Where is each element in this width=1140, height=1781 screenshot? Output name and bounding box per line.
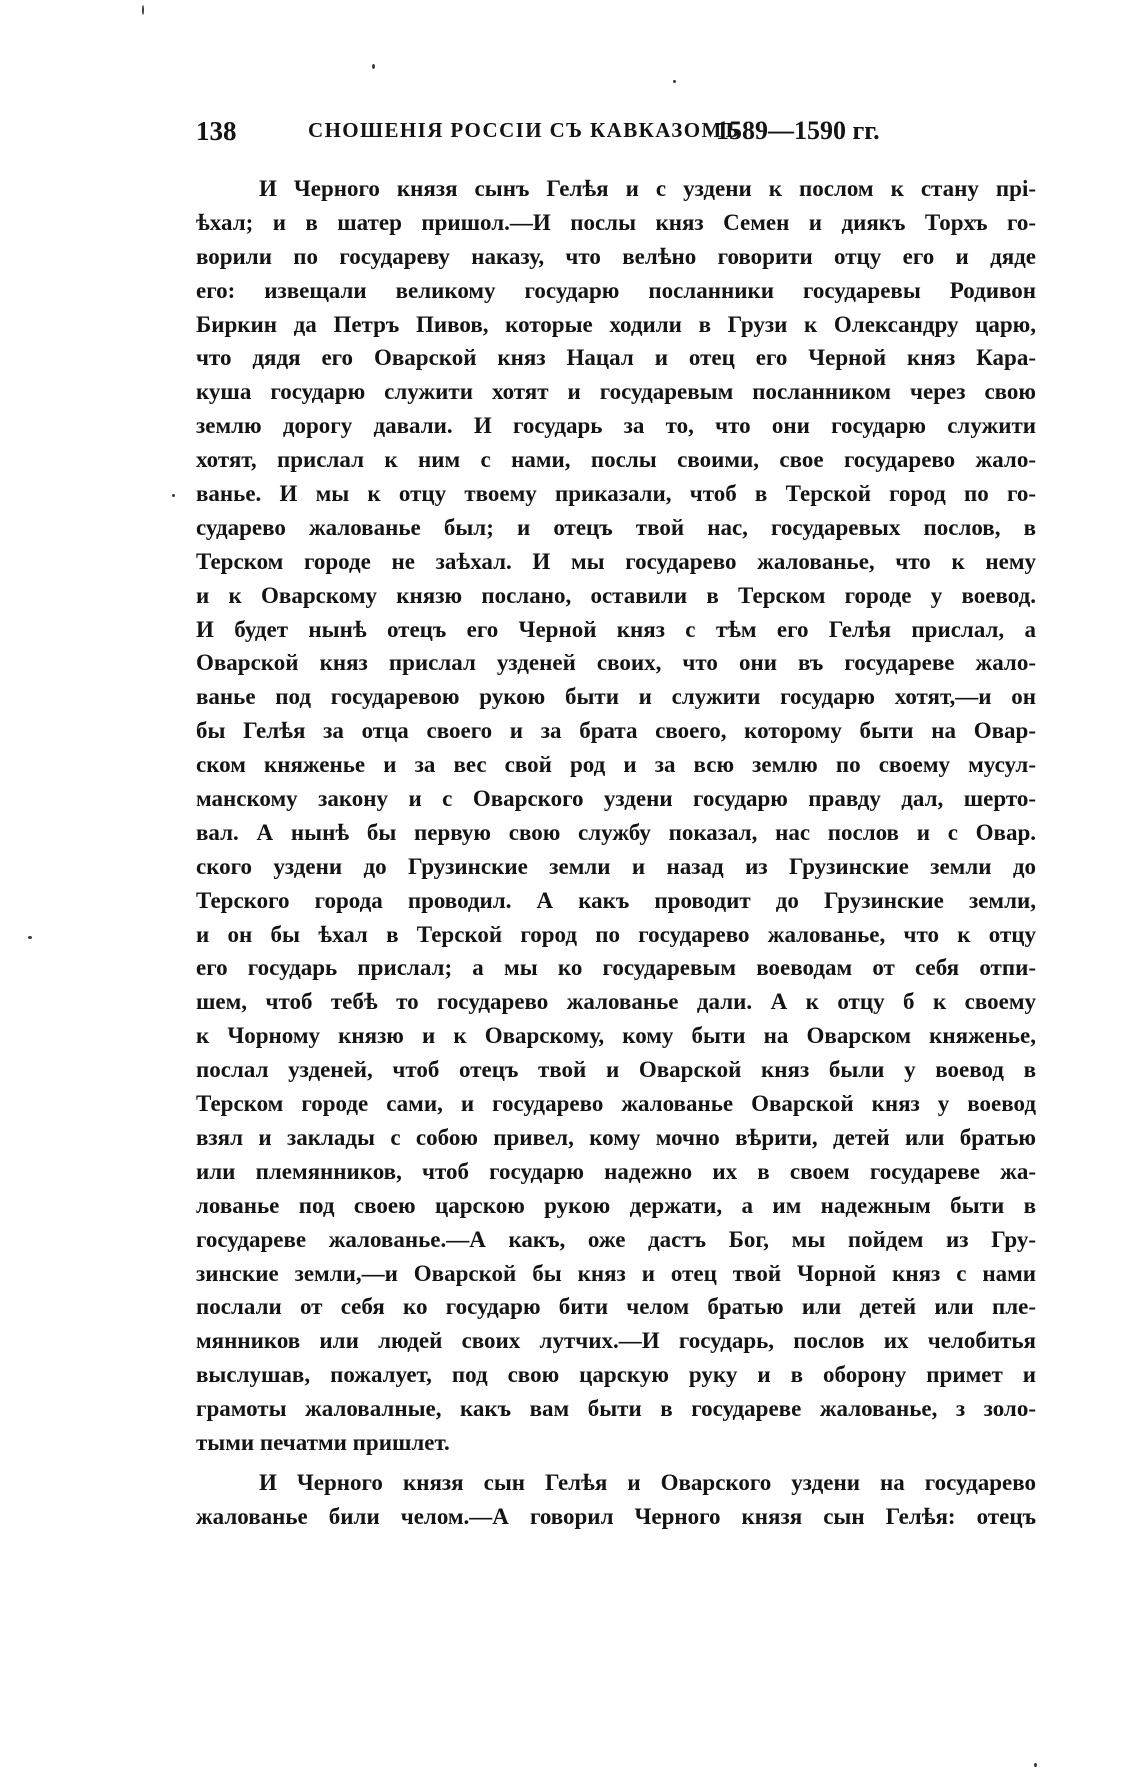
body-text: [196, 172, 1036, 1534]
paragraph: [196, 172, 1036, 1460]
scan-speck: [673, 80, 676, 83]
text-line: тыми печатми пришлет.: [196, 1429, 450, 1455]
text-line: манскому закону и с Оварского уздени государю правду дал, шерто-: [196, 786, 1036, 812]
text-line: что дядя его Оварской княз Нацал и отец его Черной княз Кара-: [196, 345, 1036, 371]
text-line: ѣхал; и в шатер пришол.—И послы княз Семен и диякъ Торхъ го-: [196, 209, 1036, 235]
text-line: землю дорогу давали. И государь за то, что они государю служити: [196, 413, 1036, 439]
text-line: ванье под государевою рукою быти и служити государю хотят,—и он: [196, 684, 1036, 710]
text-line: Биркин да Петръ Пивов, которые ходили в Грузи к Олександру царю,: [196, 311, 1036, 337]
text-line: Терском городе не заѣхал. И мы государево жалованье, что к нему: [196, 548, 1036, 574]
text-line: и к Оварскому князю послано, оставили в Терском городе у воевод.: [196, 582, 1036, 608]
text-line: шем, чтоб тебѣ то государево жалованье дали. А к отцу б к своему: [196, 989, 1036, 1015]
paragraph: [196, 1466, 1036, 1534]
scan-speck: [28, 936, 32, 939]
text-line: бы Гелѣя за отца своего и за брата своего, которому быти на Овар-: [196, 718, 1036, 744]
text-line: вал. А нынѣ бы первую свою службу показал, нас послов и с Овар.: [196, 819, 1036, 845]
text-line: мянников или людей своих лутчих.—И государь, послов их челобитья: [196, 1328, 1036, 1354]
running-years: 1589—1590 гг.: [716, 116, 880, 145]
text-line: ского уздени до Грузинские земли и назад из Грузинские земли до: [196, 853, 1036, 879]
text-line: И Черного князя сынъ Гелѣя и с уздени к послом к стану прі-: [259, 176, 1036, 201]
running-title: СНОШЕНІЯ РОССІИ СЪ КАВКАЗОМЪ: [308, 118, 741, 142]
running-head: [196, 112, 1036, 156]
text-line: жалованье били челом.—А говорил Черного князя сын Гелѣя: отецъ: [196, 1503, 1036, 1529]
text-line: И будет нынѣ отецъ его Черной княз с тѣм его Гелѣя прислал, а: [196, 616, 1036, 642]
text-line: зинские земли,—и Оварской бы княз и отец твой Чорной княз с нами: [196, 1260, 1036, 1286]
text-line: ском княженье и за вес свой род и за всю землю по своему мусул-: [196, 752, 1036, 778]
scan-speck: [1034, 1763, 1037, 1767]
text-line: ворили по государеву наказу, что велѣно говорити отцу его и дяде: [196, 243, 1036, 269]
scan-speck: [142, 5, 144, 15]
text-line: или племянников, чтоб государю надежно их в своем государеве жа-: [196, 1158, 1036, 1184]
text-line: Оварской княз прислал узденей своих, что они въ государеве жало-: [196, 650, 1036, 676]
text-line: И Черного князя сын Гелѣя и Оварского уздени на государево: [259, 1469, 1036, 1495]
text-line: хотят, прислал к ним с нами, послы своими, свое государево жало-: [196, 447, 1036, 473]
page-number: 138: [196, 116, 237, 146]
text-line: послали от себя ко государю бити челом братью или детей или пле-: [196, 1294, 1036, 1320]
text-line: ванье. И мы к отцу твоему приказали, чтоб в Терской город по го-: [196, 481, 1036, 507]
text-line: Терского города проводил. А какъ проводит до Грузинские земли,: [196, 887, 1036, 913]
text-line: государеве жалованье.—А какъ, оже дастъ Бог, мы пойдем из Гру-: [196, 1226, 1036, 1252]
text-line: его: извещали великому государю посланники государевы Родивон: [196, 277, 1036, 303]
text-line: лованье под своею царскою рукою держати, а им надежным быти в: [196, 1192, 1036, 1218]
text-line: послал узденей, чтоб отецъ твой и Оварской княз были у воевод в: [196, 1057, 1036, 1083]
text-line: его государь прислал; а мы ко государевым воеводам от себя отпи-: [196, 955, 1036, 981]
scan-speck: [372, 64, 375, 69]
text-line: Терском городе сами, и государево жалованье Оварской княз у воевод: [196, 1091, 1036, 1117]
text-line: сударево жалованье был; и отецъ твой нас, государевых послов, в: [196, 514, 1036, 540]
scan-speck: [172, 494, 175, 497]
text-line: к Чорному князю и к Оварскому, кому быти на Оварском княженье,: [196, 1023, 1036, 1049]
text-line: взял и заклады с собою привел, кому мочно вѣрити, детей или братью: [196, 1124, 1036, 1150]
text-line: и он бы ѣхал в Терской город по государево жалованье, что к отцу: [196, 921, 1036, 947]
text-line: куша государю служити хотят и государевым посланником через свою: [196, 379, 1036, 405]
text-line: выслушав, пожалует, под свою царскую руку и в оборону примет и: [196, 1362, 1036, 1388]
text-line: грамоты жаловалные, какъ вам быти в государеве жалованье, з золо-: [196, 1396, 1036, 1422]
